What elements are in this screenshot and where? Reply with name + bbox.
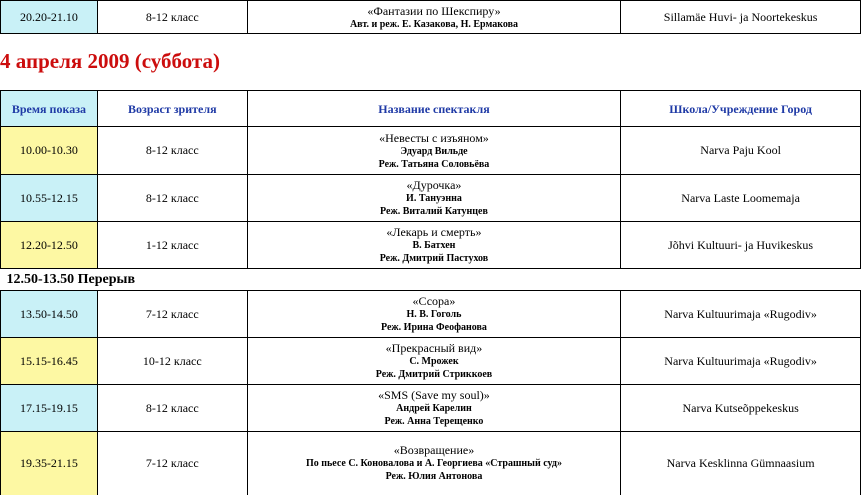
school-name: Narva Paju Kool xyxy=(621,127,861,175)
play-author: Эдуард Вильде xyxy=(400,145,468,157)
table-row xyxy=(1,175,861,222)
show-time: 13.50-14.50 xyxy=(1,291,98,338)
play-author: Андрей Карелин xyxy=(396,403,472,414)
school-name: Narva Kultuurimaja «Rugodiv» xyxy=(621,338,861,385)
show-time: 20.20-21.10 xyxy=(1,1,98,34)
school-name: Sillamäe Huvi- ja Noortekeskus xyxy=(621,1,861,34)
play-director: Реж. Татьяна Соловьёва xyxy=(378,158,490,170)
play-director: Реж. Виталий Катунцев xyxy=(380,206,488,217)
audience-age: 8-12 класс xyxy=(97,127,247,175)
play-title: «Ссора» xyxy=(412,294,456,308)
school-name: Jõhvi Kultuuri- ja Huvikeskus xyxy=(621,222,861,269)
table-row xyxy=(1,291,861,338)
audience-age: 8-12 класс xyxy=(97,175,247,222)
audience-age: 7-12 класс xyxy=(97,291,247,338)
previous-day-last-row xyxy=(0,0,861,34)
play-title: «Фантазии по Шекспиру» xyxy=(367,3,501,18)
header-school: Школа/Учреждение Город xyxy=(621,91,861,127)
show-time: 17.15-19.15 xyxy=(1,385,98,432)
audience-age: 8-12 класс xyxy=(97,1,247,34)
schedule-table xyxy=(0,90,861,495)
play-title: «Дурочка» xyxy=(406,178,462,192)
school-name: Narva Kutseõppekeskus xyxy=(621,385,861,432)
table-row xyxy=(1,127,861,175)
play-cell xyxy=(247,1,621,34)
table-row xyxy=(1,1,861,34)
table-row xyxy=(1,338,861,385)
play-title: «SMS (Save my soul)» xyxy=(378,388,490,402)
audience-age: 8-12 класс xyxy=(97,385,247,432)
play-cell xyxy=(247,175,621,222)
school-name: Narva Laste Loomemaja xyxy=(621,175,861,222)
play-author: Н. В. Гоголь xyxy=(406,309,462,320)
header-title: Название спектакля xyxy=(247,91,621,127)
show-time: 10.00-10.30 xyxy=(1,127,98,175)
audience-age: 10-12 класс xyxy=(97,338,247,385)
rows-before-break xyxy=(1,127,861,269)
play-cell xyxy=(247,222,621,269)
play-cell xyxy=(247,291,621,338)
play-author: По пьесе С. Коновалова и А. Георгиева «Страшный суд» xyxy=(305,458,562,470)
play-director: Реж. Ирина Феофанова xyxy=(381,322,487,333)
break-text: 12.50-13.50 Перерыв xyxy=(1,269,861,291)
date-heading: 4 апреля 2009 (суббота) xyxy=(0,49,220,73)
table-row xyxy=(1,385,861,432)
play-cell xyxy=(247,338,621,385)
play-director: Реж. Дмитрий Стриккоев xyxy=(375,369,493,380)
show-time: 12.20-12.50 xyxy=(1,222,98,269)
audience-age: 1-12 класс xyxy=(97,222,247,269)
play-author: С. Мрожек xyxy=(409,356,459,367)
break-row xyxy=(1,269,861,291)
play-director: Реж. Анна Терещенко xyxy=(384,416,484,427)
play-director: Реж. Юлия Антонова xyxy=(385,471,483,483)
header-row xyxy=(1,91,861,127)
play-cell xyxy=(247,127,621,175)
school-name: Narva Kultuurimaja «Rugodiv» xyxy=(621,291,861,338)
table-row xyxy=(1,222,861,269)
show-time: 10.55-12.15 xyxy=(1,175,98,222)
play-cell xyxy=(247,385,621,432)
header-age: Возраст зрителя xyxy=(97,91,247,127)
show-time: 19.35-21.15 xyxy=(1,432,98,495)
audience-age: 7-12 класс xyxy=(97,432,247,495)
play-director: Реж. Дмитрий Пастухов xyxy=(379,253,489,264)
play-title: «Невесты с изъяном» xyxy=(379,130,489,145)
header-time: Время показа xyxy=(1,91,98,127)
play-title: «Лекарь и смерть» xyxy=(386,225,482,239)
rows-after-break xyxy=(1,291,861,495)
play-cell xyxy=(247,432,621,495)
table-row xyxy=(1,432,861,495)
school-name: Narva Kesklinna Gümnaasium xyxy=(621,432,861,495)
play-author: Авт. и реж. Е. Казакова, Н. Ермакова xyxy=(349,18,518,30)
play-title: «Прекрасный вид» xyxy=(385,341,483,355)
play-author: И. Тануэнна xyxy=(406,193,462,204)
show-time: 15.15-16.45 xyxy=(1,338,98,385)
play-author: В. Батхен xyxy=(412,240,456,251)
play-title: «Возвращение» xyxy=(393,443,475,458)
